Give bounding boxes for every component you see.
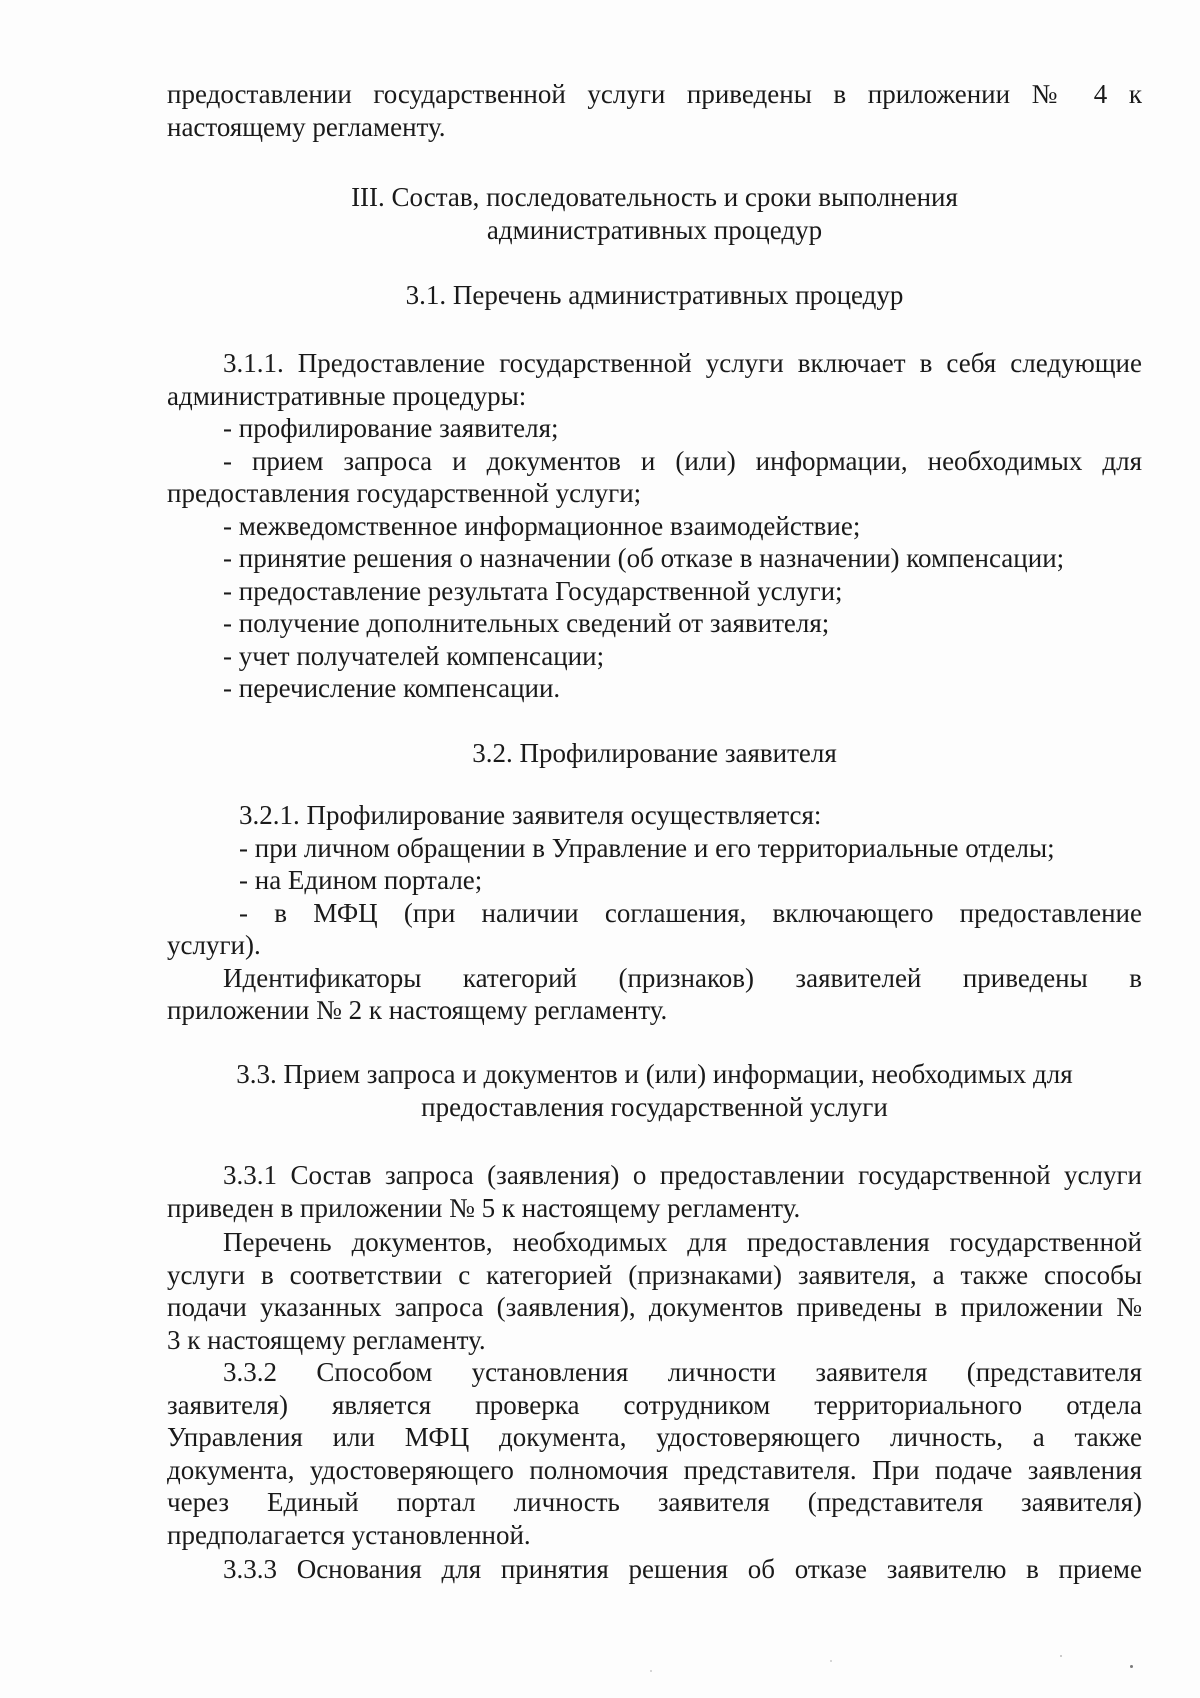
heading-line: предоставления государственной услуги [421, 1091, 888, 1122]
text-line: подачи указанных запроса (заявления), документов приведены в приложении № [167, 1292, 1142, 1322]
list-item: - в МФЦ (при наличии соглашения, включающего предоставление [239, 897, 1142, 928]
text-line: заявителя) является проверка сотрудником территориального отдела [167, 1389, 1142, 1420]
text-line: 3.2.1. Профилирование заявителя осуществляется: [239, 800, 822, 830]
paragraph-3-3-2 [167, 1356, 1142, 1551]
text-line: 3.3.3 Основания для принятия решения об отказе заявителю в приеме [223, 1554, 1142, 1584]
text-line: услуги в соответствии с категорией (признаками) заявителя, а также способы [167, 1259, 1142, 1290]
list-item: - прием запроса и документов и (или) информации, необходимых для [223, 445, 1142, 476]
list-item: - получение дополнительных сведений от заявителя; [223, 608, 830, 638]
text-line: Идентификаторы категорий (признаков) заявителей приведены в [223, 962, 1142, 993]
heading-line: административных процедур [486, 214, 823, 245]
text-line: через Единый портал личность заявителя (представителя заявителя) [167, 1487, 1142, 1517]
text-line: документа, удостоверяющего полномочия представителя. При подаче заявления [167, 1454, 1142, 1485]
text-line: 3.1.1. Предоставление государственной услуги включает в себя следующие [223, 348, 1142, 378]
text-line: приложении № 2 к настоящему регламенту. [167, 995, 668, 1025]
text-line: 3.3.1 Состав запроса (заявления) о предоставлении государственной услуги [223, 1160, 1142, 1190]
heading-line: 3.1. Перечень административных процедур [405, 280, 904, 310]
text-line: предоставлении государственной услуги приведены в приложении № 4 к [167, 79, 1142, 109]
text-line: приведен в приложении № 5 к настоящему регламенту. [167, 1192, 801, 1223]
scan-speck [830, 1660, 832, 1662]
list-item: - перечисление компенсации. [223, 673, 561, 703]
text-line: Управления или МФЦ документа, удостоверяющего личность, а также [167, 1422, 1142, 1452]
heading-line: III. Состав, последовательность и сроки выполнения [351, 182, 958, 212]
text-line: Перечень документов, необходимых для предоставления государственной [223, 1227, 1142, 1257]
paragraph-3-2-1 [167, 799, 1142, 1027]
section-title [167, 181, 1142, 246]
text-line: услуги). [167, 930, 261, 960]
text-line: административные процедуры: [167, 380, 527, 411]
text-line: 3.3.2 Способом установления личности заявителя (представителя [223, 1357, 1142, 1387]
list-item: - профилирование заявителя; [223, 413, 559, 443]
list-item: - учет получателей компенсации; [223, 640, 605, 671]
paragraph-3-1-1 [167, 347, 1142, 705]
text-line: настоящему регламенту. [167, 111, 446, 142]
list-item: - на Едином портале; [239, 865, 483, 895]
list-item: - при личном обращении в Управление и его территориальные отделы; [239, 832, 1055, 863]
text-line: предполагается установленной. [167, 1519, 531, 1550]
heading-line: 3.2. Профилирование заявителя [472, 738, 837, 768]
text-line: 3 к настоящему регламенту. [167, 1324, 486, 1355]
subsection-title-3-1 [167, 279, 1142, 312]
scan-speck [1130, 1665, 1133, 1668]
subsection-title-3-2 [167, 737, 1142, 770]
scan-speck [650, 1670, 652, 1672]
list-item: - принятие решения о назначении (об отказе в назначении) компенсации; [223, 543, 1065, 573]
list-item: - межведомственное информационное взаимодействие; [223, 510, 861, 541]
text-line: предоставления государственной услуги; [167, 478, 642, 508]
subsection-title-3-3 [167, 1058, 1142, 1123]
paragraph-3-3-1 [167, 1159, 1142, 1224]
scan-speck [1060, 1655, 1062, 1657]
paragraph-3-3-3 [167, 1553, 1142, 1586]
intro-paragraph [167, 78, 1142, 143]
list-item: - предоставление результата Государственной услуги; [223, 575, 843, 606]
paragraph-3-3-1-documents [167, 1226, 1142, 1356]
heading-line: 3.3. Прием запроса и документов и (или) информации, необходимых для [236, 1059, 1073, 1089]
